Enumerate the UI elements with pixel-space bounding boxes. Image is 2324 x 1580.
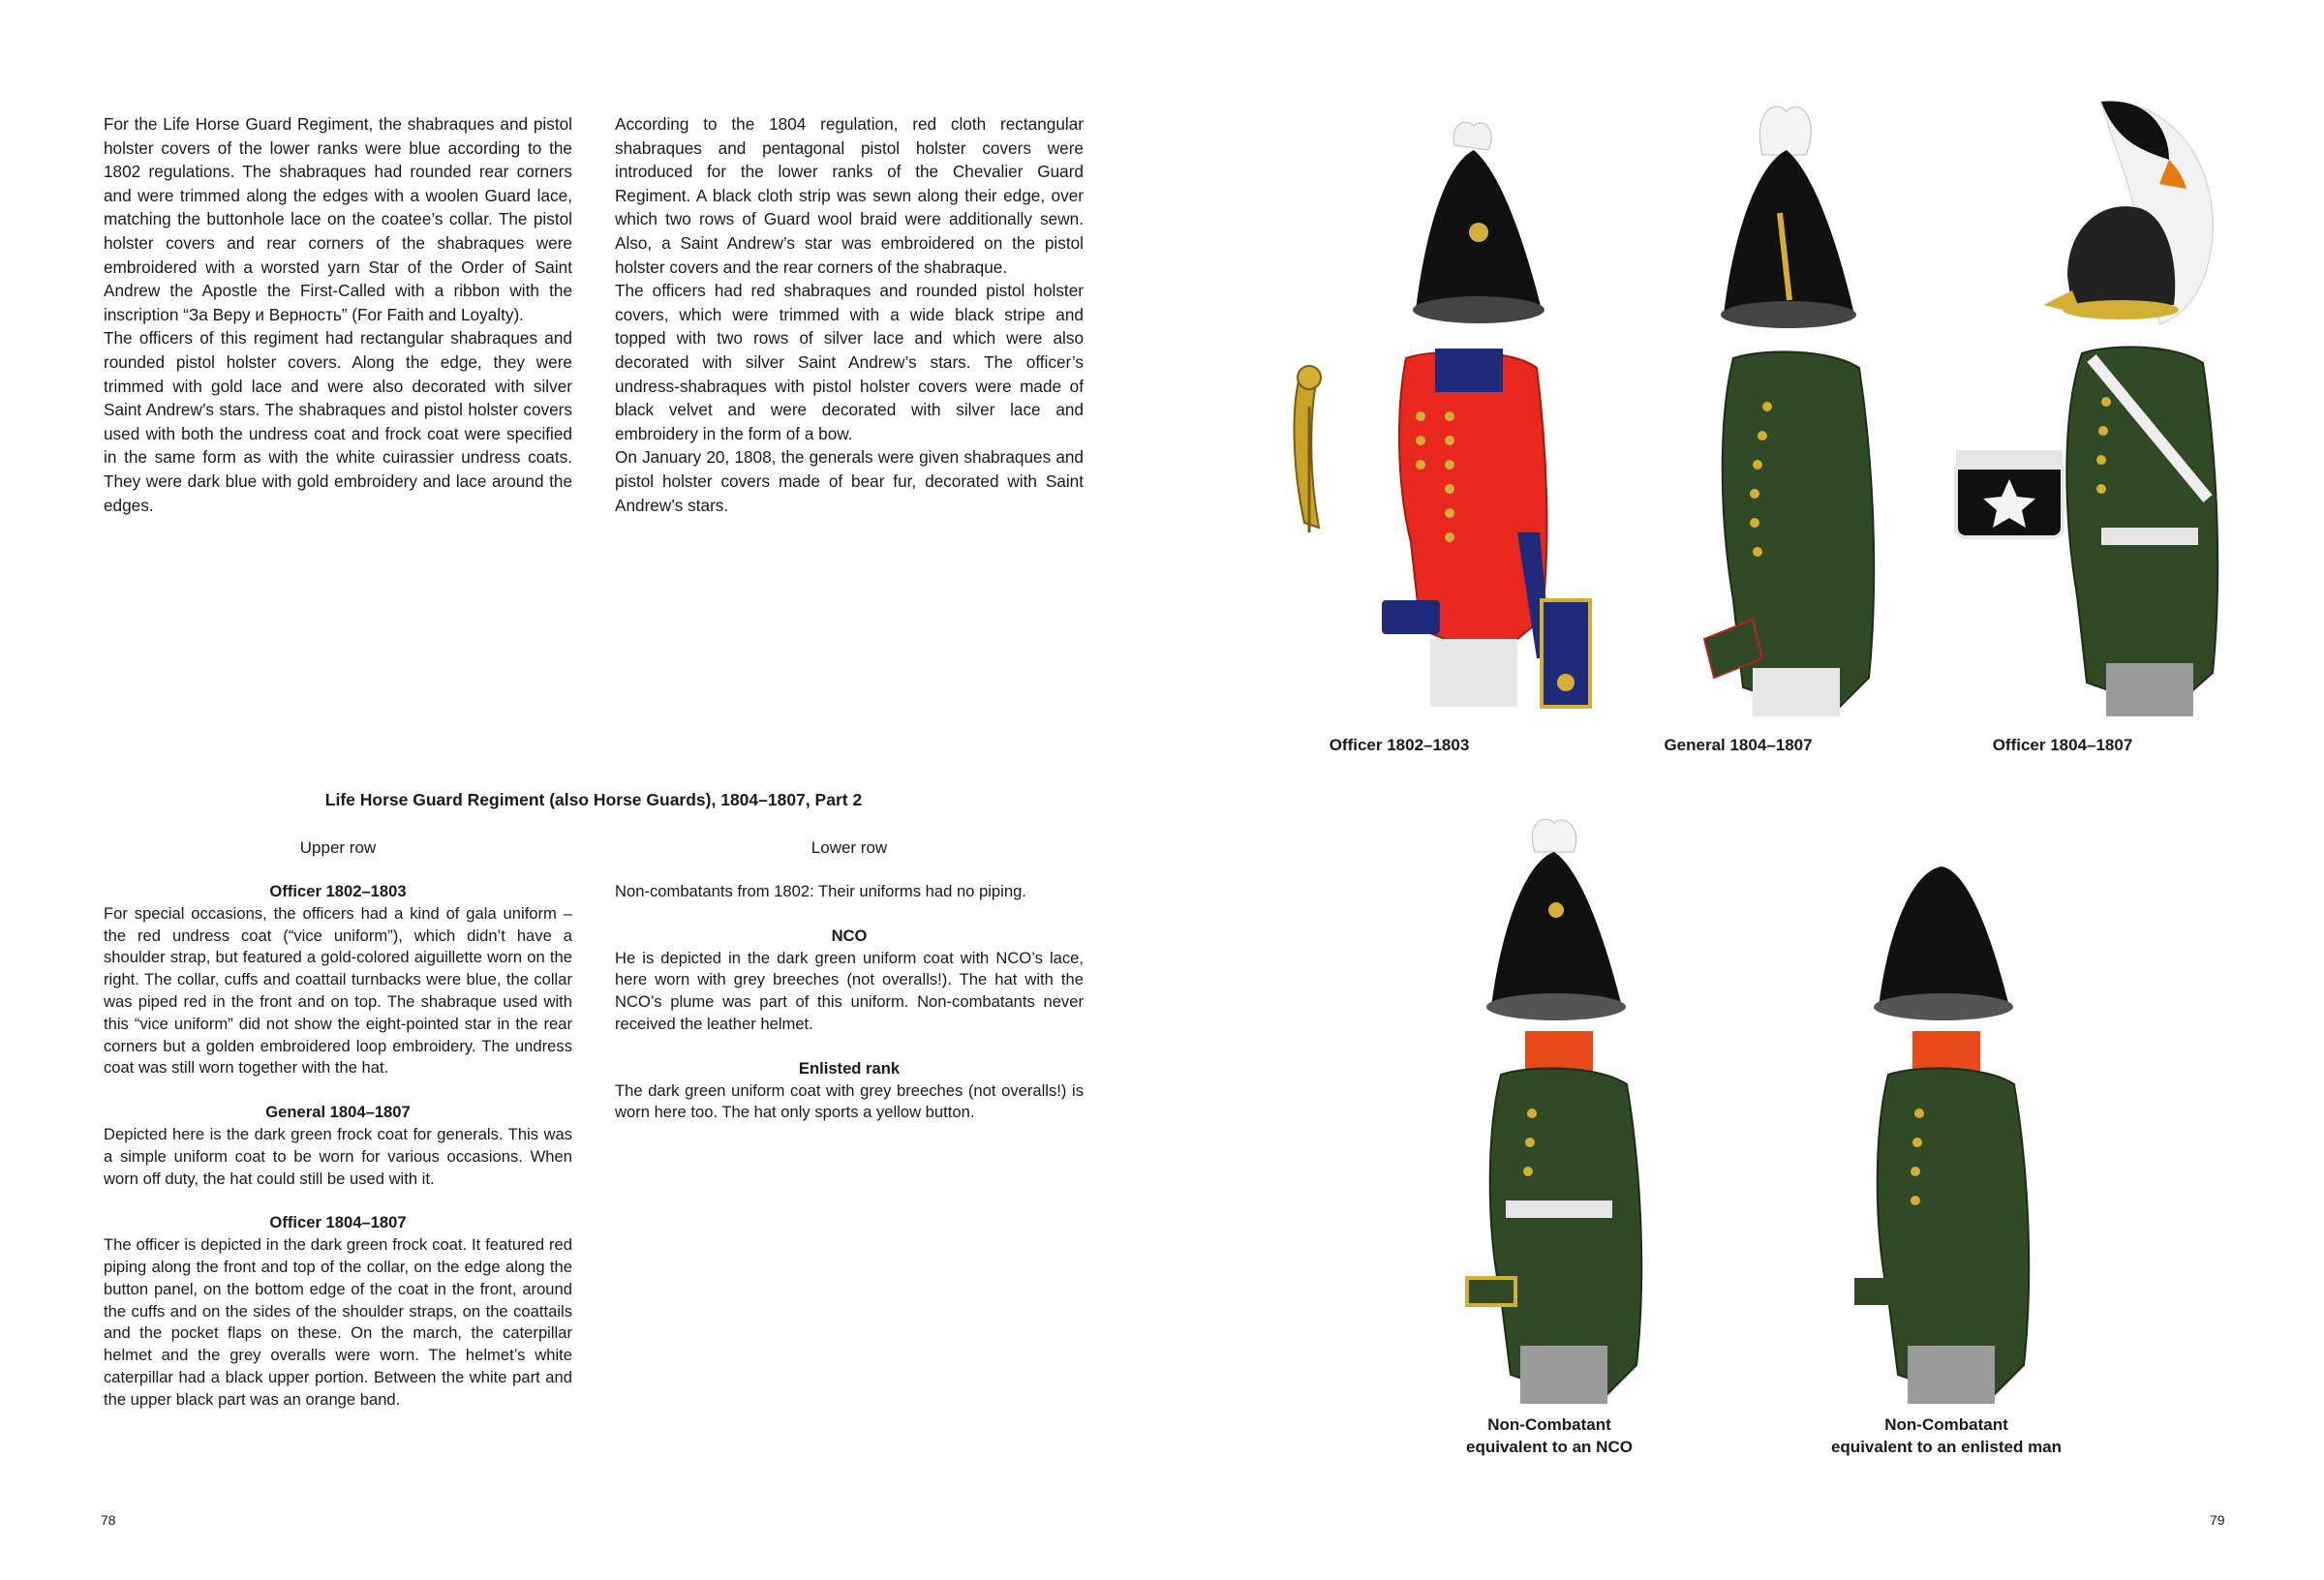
red-coatee-icon	[1382, 349, 1551, 658]
plate-title: Life Horse Guard Regiment (also Horse Guards), 1804–1807, Part 2	[324, 790, 863, 809]
uniform-figure-general-1804	[1666, 97, 1898, 716]
figure-caption: Officer 1802–1803	[1329, 736, 1470, 754]
intro-column-2	[615, 112, 1084, 517]
shabraque-corner-icon	[1542, 600, 1590, 707]
entry-text: He is depicted in the dark green uniform coat with NCO’s lace, here worn with grey breeches (not overalls!). The hat with the NCO’s plume was part of this uniform. Non-combatants never received the leather helmet.	[615, 948, 1084, 1033]
paragraph: According to the 1804 regulation, red cloth rectangular shabraques and pentagonal pistol holster covers were introduced for the lower ranks of the Chevalier Guard Regiment. A black cloth strip was sewn along their edge, over which two rows of Guard wool braid were additionally sewn. Also, a Saint Andrew’s star was embroidered on the pistol holster covers and the rear corners of the shabraque.	[615, 114, 1084, 277]
entry-title: Enlisted rank	[798, 1058, 901, 1078]
bicorne-hat-icon	[1413, 122, 1544, 323]
lower-row-heading: Lower row	[810, 838, 888, 857]
grey-breeches-icon	[1908, 1346, 1995, 1404]
entry-text: The dark green uniform coat with grey breeches (not overalls!) is worn here too. The hat only sports a yellow button.	[615, 1080, 1084, 1122]
breeches-icon	[1753, 668, 1840, 716]
pouch-with-star-icon	[1956, 450, 2063, 537]
grey-overalls-icon	[2106, 663, 2193, 716]
figure-caption: Officer 1804–1807	[1992, 736, 2133, 754]
plumed-bicorne-icon	[1486, 819, 1626, 1020]
paragraph: On January 20, 1808, the generals were given shabraques and pistol holster covers made of bear fur, decorated with Saint Andrew’s stars.	[615, 447, 1084, 515]
uniform-figure-noncombatant-enlisted	[1830, 813, 2053, 1404]
caption-line: equivalent to an NCO	[1466, 1438, 1633, 1456]
uniform-figure-officer-1802	[1280, 116, 1600, 716]
entry-title: Officer 1804–1807	[269, 1213, 407, 1232]
caption-line: Non-Combatant	[1487, 1415, 1611, 1434]
breeches-icon	[1430, 639, 1517, 707]
paragraph: The officers of this regiment had rectangular shabraques and rounded pistol holster covers. Along the edge, they were trimmed with gold lace and were also decorated with silver Saint Andrew’s stars. The shabraques and pistol holster covers used with both the undress coat and frock coat were specified in the same form as with the white cuirassier undress coats. They were dark blue with gold embroidery and lace around the edges.	[104, 328, 572, 515]
entry-title: NCO	[831, 926, 868, 945]
paragraph: For the Life Horse Guard Regiment, the shabraques and pistol holster covers of the lower ranks were blue according to the 1802 regulations. The shabraques had rounded rear corners and were trimmed along the edges with a woolen Guard lace, matching the buttonhole lace on the coatee’s collar. The pistol holster covers and rear corners of the shabraques were embroidered with a worsted yarn Star of the Order of Saint Andrew the Apostle the First-Called with a ribbon with the inscription “За Веру и Верность” (For Faith and Loyalty).	[104, 114, 572, 324]
entry-title: Officer 1802–1803	[269, 882, 407, 900]
green-frock-coat-icon	[1704, 351, 1874, 716]
aiguillette-icon	[1295, 366, 1321, 532]
uniform-figure-officer-1804	[1937, 92, 2256, 716]
green-coat-icon	[2066, 347, 2217, 712]
figure-caption	[1782, 1413, 2111, 1458]
upper-row-heading: Upper row	[299, 838, 377, 857]
bicorne-hat-icon	[1874, 866, 2013, 1020]
entry-text: Non-combatants from 1802: Their uniforms had no piping.	[615, 882, 1026, 900]
grey-breeches-icon	[1520, 1346, 1607, 1404]
entry-text: For special occasions, the officers had a kind of gala uniform – the red undress coat (“vice uniform”), which didn’t have a shoulder strap, but featured a gold-colored aiguillette worn on the right. The collar, cuffs and coattail turnbacks were blue, the collar was piped red in the front and on top. The shabraque used with this “vice uniform” did not show the eight-pointed star in the rear corners but a golden embroidered loop embroidery. The undress coat was still worn together with the hat.	[104, 903, 572, 1078]
lower-row-descriptions	[615, 881, 1084, 1124]
figure-caption	[1404, 1413, 1695, 1458]
upper-row-descriptions	[104, 881, 572, 1412]
entry-title: General 1804–1807	[265, 1103, 411, 1122]
entry-text: Depicted here is the dark green frock coat for generals. This was a simple uniform coat to be worn for various occasions. When worn off duty, the hat could still be used with it.	[104, 1124, 572, 1188]
paragraph: The officers had red shabraques and rounded pistol holster covers, which were trimmed with a wide black stripe and topped with two rows of silver lace and which were also decorated with silver Saint Andrew’s stars. The officer’s undress-shabraques with pistol holster covers were made of black velvet and were decorated with silver lace and embroidery in the form of a bow.	[615, 281, 1084, 443]
plumed-bicorne-icon	[1721, 106, 1856, 328]
intro-column-1	[104, 112, 572, 517]
page-number: 78	[101, 1512, 116, 1528]
right-page	[1162, 0, 2324, 1580]
caterpillar-helmet-icon	[2043, 102, 2213, 324]
page-number: 79	[2210, 1512, 2225, 1528]
figure-caption: General 1804–1807	[1664, 736, 1813, 754]
entry-text: The officer is depicted in the dark green frock coat. It featured red piping along the front and top of the collar, on the edge along the button panel, on the bottom edge of the coat in the front, around the cuffs and on the sides of the shoulder straps, on the coattails and the pocket flaps on these. On the march, the caterpillar helmet and the grey overalls were worn. The helmet’s white caterpillar had a black upper portion. Between the white part and the upper black part was an orange band.	[104, 1235, 572, 1409]
caption-line: Non-Combatant	[1884, 1415, 2008, 1434]
uniform-figure-noncombatant-nco	[1443, 813, 1666, 1404]
caption-line: equivalent to an enlisted man	[1830, 1438, 2063, 1456]
